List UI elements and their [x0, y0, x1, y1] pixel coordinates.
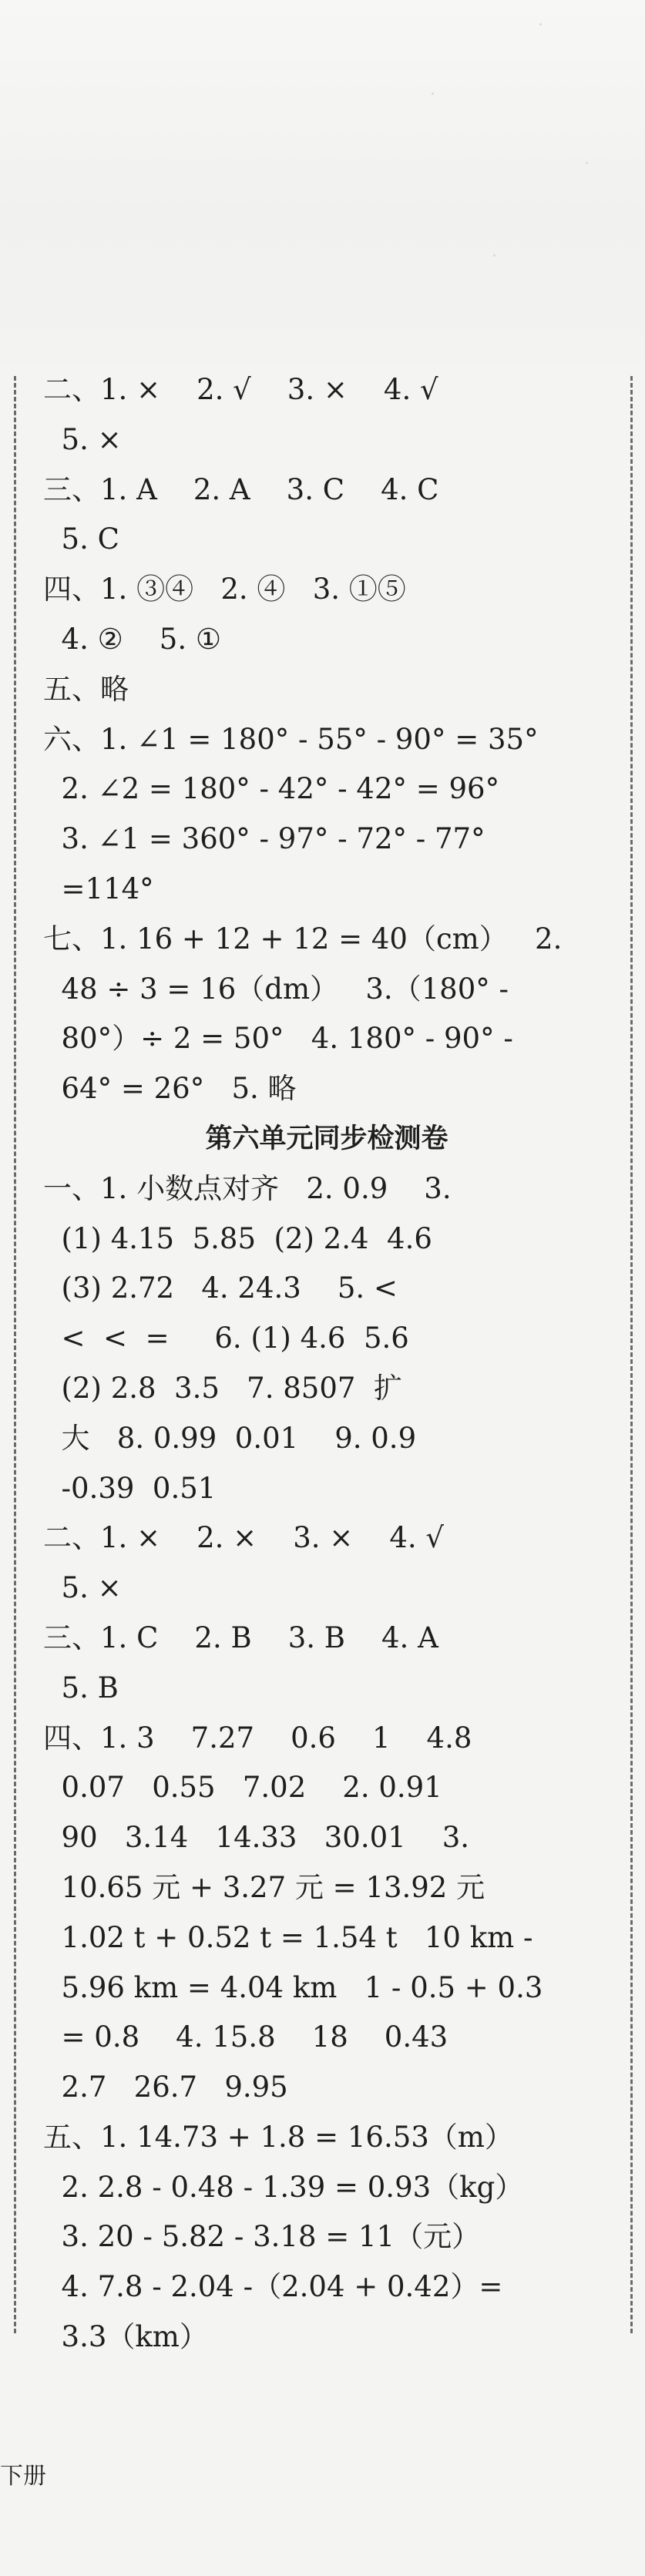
left-dashed-border: [14, 376, 16, 2333]
answer-line: (1) 4.15 5.85 (2) 2.4 4.6: [43, 1221, 432, 1255]
answer-line: 四、1. ③④ 2. ④ 3. ①⑤: [43, 573, 406, 606]
answer-line: 大 8. 0.99 0.01 9. 0.9: [43, 1421, 417, 1455]
answer-line: 0.07 0.55 7.02 2. 0.91: [43, 1771, 442, 1805]
answer-line: 三、1. C 2. B 3. B 4. A: [43, 1620, 438, 1654]
answer-line: 二、1. × 2. √ 3. × 4. √: [43, 373, 438, 406]
answer-line: 2.7 26.7 9.95: [43, 2071, 288, 2104]
answer-line: (2) 2.8 3.5 7. 8507 扩: [43, 1371, 402, 1405]
answer-line: 六、1. ∠1 = 180° - 55° - 90° = 35°: [43, 722, 539, 756]
answer-line: 4. ② 5. ①: [43, 622, 222, 656]
answer-line: 5. ×: [43, 422, 122, 456]
answer-line: 64° = 26° 5. 略: [43, 1072, 297, 1106]
answer-line: 3.3（km）: [43, 2320, 208, 2354]
answer-line: 3. 20 - 5.82 - 3.18 = 11（元）: [43, 2220, 481, 2254]
answer-line: 90 3.14 14.33 30.01 3.: [43, 1821, 470, 1855]
answer-line: 一、1. 小数点对齐 2. 0.9 3.: [43, 1171, 452, 1205]
answer-line: 三、1. A 2. A 3. C 4. C: [43, 472, 439, 506]
answer-line: 四、1. 3 7.27 0.6 1 4.8: [43, 1721, 472, 1755]
blank-top-area: [0, 0, 645, 362]
answer-line: 五、1. 14.73 + 1.8 = 16.53（m）: [43, 2120, 513, 2154]
answer-line: 二、1. × 2. × 3. × 4. √: [43, 1521, 444, 1555]
answer-line: = 0.8 4. 15.8 18 0.43: [43, 2020, 448, 2054]
answer-line: 4. 7.8 - 2.04 -（2.04 + 0.42）=: [43, 2270, 503, 2304]
answer-line: 七、1. 16 + 12 + 12 = 40（cm） 2.: [43, 922, 563, 956]
section-title: 第六单元同步检测卷: [205, 1123, 448, 1154]
answer-line: -0.39 0.51: [43, 1471, 217, 1505]
answer-line: 2. ∠2 = 180° - 42° - 42° = 96°: [43, 772, 500, 806]
answer-line: 48 ÷ 3 = 16（dm） 3.（180° -: [43, 972, 509, 1006]
answer-line: < < = 6. (1) 4.6 5.6: [43, 1322, 409, 1355]
answer-line: 5.96 km = 4.04 km 1 - 0.5 + 0.3: [43, 1970, 543, 2004]
answer-line: 5. ×: [43, 1571, 122, 1605]
answer-line: 80°）÷ 2 = 50° 4. 180° - 90° -: [43, 1022, 513, 1056]
page-footer: 下册: [0, 2463, 46, 2490]
answer-line: (3) 2.72 4. 24.3 5. <: [43, 1271, 398, 1305]
answer-line: 3. ∠1 = 360° - 97° - 72° - 77°: [43, 822, 485, 856]
answer-line: =114°: [43, 872, 154, 905]
paper-speck: [539, 23, 542, 25]
answer-line: 5. B: [43, 1671, 119, 1704]
answer-line: 1.02 t + 0.52 t = 1.54 t 10 km -: [43, 1920, 533, 1954]
answer-line: 10.65 元 + 3.27 元 = 13.92 元: [43, 1870, 485, 1904]
answer-key-content: [43, 365, 610, 2363]
answer-line: 5. C: [43, 522, 119, 556]
paper-speck: [432, 92, 434, 95]
answer-line: 五、略: [43, 672, 129, 706]
paper-speck: [586, 162, 588, 164]
right-dashed-border: [630, 376, 633, 2333]
paper-speck: [493, 254, 496, 257]
answer-line: 2. 2.8 - 0.48 - 1.39 = 0.93（kg）: [43, 2170, 524, 2204]
